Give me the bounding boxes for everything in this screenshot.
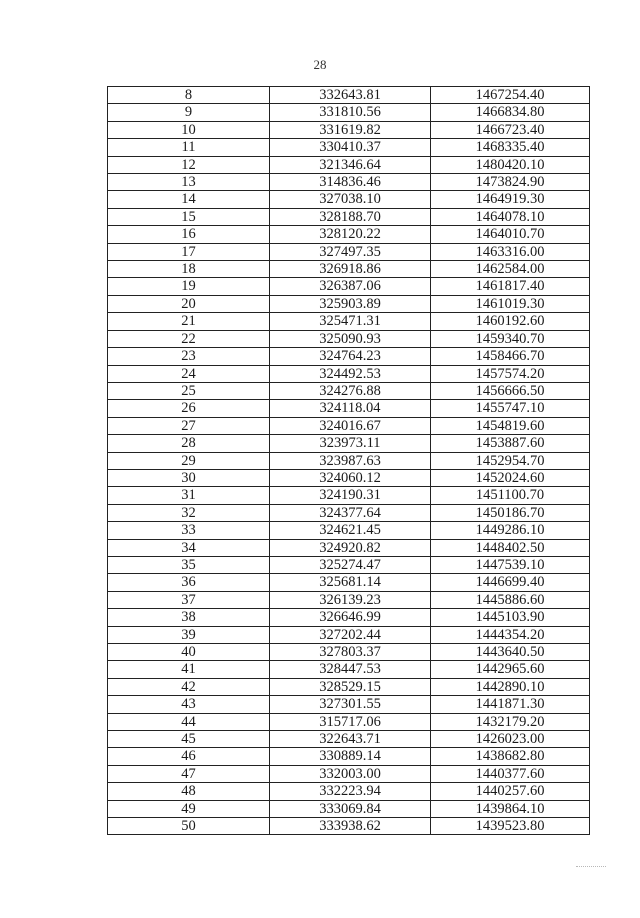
y-coordinate-cell: 1464078.10 xyxy=(431,208,590,225)
point-number-cell: 24 xyxy=(108,365,270,382)
table-row xyxy=(108,644,590,661)
point-number-cell: 44 xyxy=(108,713,270,730)
y-coordinate-cell: 1452024.60 xyxy=(431,469,590,486)
table-row xyxy=(108,139,590,156)
y-coordinate-cell: 1459340.70 xyxy=(431,330,590,347)
point-number-cell: 20 xyxy=(108,295,270,312)
y-coordinate-cell: 1448402.50 xyxy=(431,539,590,556)
table-row xyxy=(108,556,590,573)
table-row xyxy=(108,156,590,173)
x-coordinate-cell: 327202.44 xyxy=(270,626,431,643)
x-coordinate-cell: 325471.31 xyxy=(270,313,431,330)
point-number-cell: 29 xyxy=(108,452,270,469)
table-row xyxy=(108,731,590,748)
y-coordinate-cell: 1449286.10 xyxy=(431,522,590,539)
x-coordinate-cell: 325903.89 xyxy=(270,295,431,312)
table-row xyxy=(108,417,590,434)
y-coordinate-cell: 1442890.10 xyxy=(431,678,590,695)
table-row xyxy=(108,748,590,765)
x-coordinate-cell: 328447.53 xyxy=(270,661,431,678)
x-coordinate-cell: 327497.35 xyxy=(270,243,431,260)
x-coordinate-cell: 327301.55 xyxy=(270,696,431,713)
x-coordinate-cell: 323987.63 xyxy=(270,452,431,469)
point-number-cell: 48 xyxy=(108,783,270,800)
table-row xyxy=(108,713,590,730)
table-row xyxy=(108,174,590,191)
point-number-cell: 42 xyxy=(108,678,270,695)
table-row xyxy=(108,365,590,382)
table-row xyxy=(108,348,590,365)
point-number-cell: 27 xyxy=(108,417,270,434)
x-coordinate-cell: 325090.93 xyxy=(270,330,431,347)
y-coordinate-cell: 1467254.40 xyxy=(431,87,590,104)
x-coordinate-cell: 324621.45 xyxy=(270,522,431,539)
x-coordinate-cell: 332223.94 xyxy=(270,783,431,800)
x-coordinate-cell: 325274.47 xyxy=(270,556,431,573)
point-number-cell: 41 xyxy=(108,661,270,678)
scan-mark xyxy=(576,864,606,867)
x-coordinate-cell: 332643.81 xyxy=(270,87,431,104)
y-coordinate-cell: 1463316.00 xyxy=(431,243,590,260)
point-number-cell: 23 xyxy=(108,348,270,365)
point-number-cell: 40 xyxy=(108,644,270,661)
y-coordinate-cell: 1426023.00 xyxy=(431,731,590,748)
x-coordinate-cell: 324060.12 xyxy=(270,469,431,486)
x-coordinate-cell: 328529.15 xyxy=(270,678,431,695)
x-coordinate-cell: 333938.62 xyxy=(270,818,431,835)
point-number-cell: 43 xyxy=(108,696,270,713)
y-coordinate-cell: 1461019.30 xyxy=(431,295,590,312)
y-coordinate-cell: 1439864.10 xyxy=(431,800,590,817)
x-coordinate-cell: 321346.64 xyxy=(270,156,431,173)
point-number-cell: 9 xyxy=(108,104,270,121)
x-coordinate-cell: 326139.23 xyxy=(270,591,431,608)
table-row xyxy=(108,504,590,521)
y-coordinate-cell: 1464010.70 xyxy=(431,226,590,243)
table-row xyxy=(108,243,590,260)
point-number-cell: 32 xyxy=(108,504,270,521)
point-number-cell: 34 xyxy=(108,539,270,556)
table-row xyxy=(108,121,590,138)
table-row xyxy=(108,522,590,539)
table-row xyxy=(108,278,590,295)
x-coordinate-cell: 324764.23 xyxy=(270,348,431,365)
table-row xyxy=(108,435,590,452)
point-number-cell: 17 xyxy=(108,243,270,260)
x-coordinate-cell: 331810.56 xyxy=(270,104,431,121)
point-number-cell: 12 xyxy=(108,156,270,173)
x-coordinate-cell: 324118.04 xyxy=(270,400,431,417)
y-coordinate-cell: 1460192.60 xyxy=(431,313,590,330)
x-coordinate-cell: 328188.70 xyxy=(270,208,431,225)
y-coordinate-cell: 1473824.90 xyxy=(431,174,590,191)
x-coordinate-cell: 324920.82 xyxy=(270,539,431,556)
point-number-cell: 22 xyxy=(108,330,270,347)
y-coordinate-cell: 1444354.20 xyxy=(431,626,590,643)
y-coordinate-cell: 1440377.60 xyxy=(431,765,590,782)
table-row xyxy=(108,452,590,469)
y-coordinate-cell: 1442965.60 xyxy=(431,661,590,678)
x-coordinate-cell: 324016.67 xyxy=(270,417,431,434)
x-coordinate-cell: 326918.86 xyxy=(270,261,431,278)
point-number-cell: 14 xyxy=(108,191,270,208)
y-coordinate-cell: 1457574.20 xyxy=(431,365,590,382)
table-row xyxy=(108,295,590,312)
y-coordinate-cell: 1454819.60 xyxy=(431,417,590,434)
y-coordinate-cell: 1446699.40 xyxy=(431,574,590,591)
coordinate-table-body xyxy=(108,87,590,835)
x-coordinate-cell: 331619.82 xyxy=(270,121,431,138)
x-coordinate-cell: 324190.31 xyxy=(270,487,431,504)
table-row xyxy=(108,191,590,208)
y-coordinate-cell: 1438682.80 xyxy=(431,748,590,765)
point-number-cell: 50 xyxy=(108,818,270,835)
point-number-cell: 46 xyxy=(108,748,270,765)
x-coordinate-cell: 315717.06 xyxy=(270,713,431,730)
y-coordinate-cell: 1458466.70 xyxy=(431,348,590,365)
point-number-cell: 49 xyxy=(108,800,270,817)
y-coordinate-cell: 1466834.80 xyxy=(431,104,590,121)
y-coordinate-cell: 1453887.60 xyxy=(431,435,590,452)
table-row xyxy=(108,313,590,330)
x-coordinate-cell: 324492.53 xyxy=(270,365,431,382)
x-coordinate-cell: 322643.71 xyxy=(270,731,431,748)
x-coordinate-cell: 326387.06 xyxy=(270,278,431,295)
x-coordinate-cell: 314836.46 xyxy=(270,174,431,191)
point-number-cell: 26 xyxy=(108,400,270,417)
table-row xyxy=(108,330,590,347)
table-row xyxy=(108,818,590,835)
point-number-cell: 28 xyxy=(108,435,270,452)
table-row xyxy=(108,609,590,626)
point-number-cell: 31 xyxy=(108,487,270,504)
table-row xyxy=(108,208,590,225)
y-coordinate-cell: 1450186.70 xyxy=(431,504,590,521)
point-number-cell: 35 xyxy=(108,556,270,573)
table-row xyxy=(108,104,590,121)
x-coordinate-cell: 325681.14 xyxy=(270,574,431,591)
table-row xyxy=(108,765,590,782)
point-number-cell: 45 xyxy=(108,731,270,748)
y-coordinate-cell: 1443640.50 xyxy=(431,644,590,661)
x-coordinate-cell: 326646.99 xyxy=(270,609,431,626)
point-number-cell: 25 xyxy=(108,382,270,399)
table-row xyxy=(108,469,590,486)
table-row xyxy=(108,539,590,556)
table-row xyxy=(108,487,590,504)
point-number-cell: 11 xyxy=(108,139,270,156)
point-number-cell: 15 xyxy=(108,208,270,225)
point-number-cell: 10 xyxy=(108,121,270,138)
page-number: 28 xyxy=(313,57,327,72)
y-coordinate-cell: 1440257.60 xyxy=(431,783,590,800)
table-row xyxy=(108,261,590,278)
x-coordinate-cell: 327038.10 xyxy=(270,191,431,208)
y-coordinate-cell: 1447539.10 xyxy=(431,556,590,573)
point-number-cell: 36 xyxy=(108,574,270,591)
coordinate-table xyxy=(107,86,590,835)
y-coordinate-cell: 1461817.40 xyxy=(431,278,590,295)
y-coordinate-cell: 1441871.30 xyxy=(431,696,590,713)
y-coordinate-cell: 1462584.00 xyxy=(431,261,590,278)
table-row xyxy=(108,226,590,243)
point-number-cell: 19 xyxy=(108,278,270,295)
point-number-cell: 30 xyxy=(108,469,270,486)
point-number-cell: 47 xyxy=(108,765,270,782)
table-row xyxy=(108,87,590,104)
table-row xyxy=(108,661,590,678)
point-number-cell: 33 xyxy=(108,522,270,539)
point-number-cell: 18 xyxy=(108,261,270,278)
table-row xyxy=(108,678,590,695)
x-coordinate-cell: 324377.64 xyxy=(270,504,431,521)
table-row xyxy=(108,626,590,643)
point-number-cell: 21 xyxy=(108,313,270,330)
point-number-cell: 38 xyxy=(108,609,270,626)
x-coordinate-cell: 333069.84 xyxy=(270,800,431,817)
y-coordinate-cell: 1452954.70 xyxy=(431,452,590,469)
y-coordinate-cell: 1439523.80 xyxy=(431,818,590,835)
table-row xyxy=(108,400,590,417)
x-coordinate-cell: 324276.88 xyxy=(270,382,431,399)
y-coordinate-cell: 1445103.90 xyxy=(431,609,590,626)
y-coordinate-cell: 1455747.10 xyxy=(431,400,590,417)
table-row xyxy=(108,591,590,608)
table-row xyxy=(108,800,590,817)
x-coordinate-cell: 323973.11 xyxy=(270,435,431,452)
y-coordinate-cell: 1432179.20 xyxy=(431,713,590,730)
table-row xyxy=(108,382,590,399)
table-row xyxy=(108,783,590,800)
table-row xyxy=(108,574,590,591)
y-coordinate-cell: 1480420.10 xyxy=(431,156,590,173)
x-coordinate-cell: 332003.00 xyxy=(270,765,431,782)
y-coordinate-cell: 1468335.40 xyxy=(431,139,590,156)
x-coordinate-cell: 328120.22 xyxy=(270,226,431,243)
point-number-cell: 39 xyxy=(108,626,270,643)
y-coordinate-cell: 1466723.40 xyxy=(431,121,590,138)
point-number-cell: 16 xyxy=(108,226,270,243)
point-number-cell: 37 xyxy=(108,591,270,608)
x-coordinate-cell: 330410.37 xyxy=(270,139,431,156)
y-coordinate-cell: 1445886.60 xyxy=(431,591,590,608)
point-number-cell: 13 xyxy=(108,174,270,191)
point-number-cell: 8 xyxy=(108,87,270,104)
y-coordinate-cell: 1456666.50 xyxy=(431,382,590,399)
x-coordinate-cell: 330889.14 xyxy=(270,748,431,765)
y-coordinate-cell: 1451100.70 xyxy=(431,487,590,504)
table-row xyxy=(108,696,590,713)
y-coordinate-cell: 1464919.30 xyxy=(431,191,590,208)
x-coordinate-cell: 327803.37 xyxy=(270,644,431,661)
